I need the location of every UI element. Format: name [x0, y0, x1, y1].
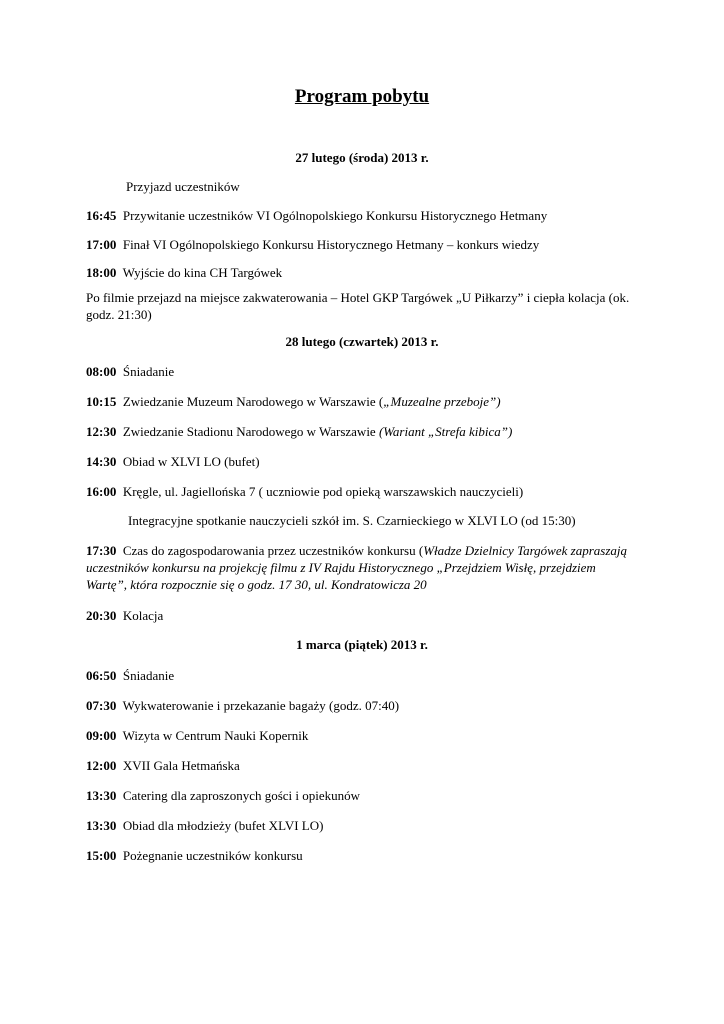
- item-text: Obiad dla młodzieży (bufet XLVI LO): [122, 818, 324, 833]
- item-text: Zwiedzanie Muzeum Narodowego w Warszawie (: [122, 394, 384, 409]
- item-time: 07:30: [86, 698, 117, 713]
- item-text: Wyjście do kina CH Targówek: [122, 265, 283, 280]
- schedule-item: [86, 757, 634, 774]
- arrival-line: Przyjazd uczestników: [126, 179, 240, 194]
- item-text: Catering dla zaproszonych gości i opiekunów: [122, 788, 361, 803]
- item-text: Śniadanie: [122, 364, 175, 379]
- schedule-item: [86, 817, 634, 834]
- item-italic-text: Władze Dzielnicy Targówek zapraszają uczestników konkursu na projekcję filmu z IV Rajdu Historycznego „Przejdziem Wisłę, przejdziem Wartę”, która rozpocznie się o godz. 17 30, ul. Kondratowicza 20: [86, 543, 627, 592]
- item-time: 14:30: [86, 454, 117, 469]
- schedule-item: [86, 667, 634, 684]
- item-text: Kolacja: [122, 608, 164, 623]
- schedule-item: [86, 607, 634, 624]
- item-text: Finał VI Ogólnopolskiego Konkursu Historycznego Hetmany – konkurs wiedzy: [122, 237, 540, 252]
- item-text: Wizyta w Centrum Nauki Kopernik: [122, 728, 309, 743]
- item-time: 13:30: [86, 788, 117, 803]
- schedule-item: [86, 697, 634, 714]
- item-time: 20:30: [86, 608, 117, 623]
- item-text: Śniadanie: [122, 668, 175, 683]
- item-text: Kręgle, ul. Jagiellońska 7 ( uczniowie pod opieką warszawskich nauczycieli): [122, 484, 524, 499]
- schedule-item: [86, 423, 634, 440]
- item-time: 10:15: [86, 394, 117, 409]
- item-time: 16:45: [86, 208, 117, 223]
- item-time: 13:30: [86, 818, 117, 833]
- item-time: 12:00: [86, 758, 117, 773]
- free-time-item: [86, 542, 634, 593]
- schedule-item: [86, 483, 634, 500]
- schedule-item: [86, 787, 634, 804]
- item-time: 08:00: [86, 364, 117, 379]
- item-text: Obiad w XLVI LO (bufet): [122, 454, 260, 469]
- schedule-item: [86, 847, 634, 864]
- item-time: 09:00: [86, 728, 117, 743]
- item-time: 16:00: [86, 484, 117, 499]
- item-text: XVII Gala Hetmańska: [122, 758, 240, 773]
- item-italic-text: „Muzealne przeboje”): [383, 394, 501, 409]
- schedule-item: [86, 207, 634, 224]
- page-title: Program pobytu: [294, 86, 430, 107]
- item-time: 12:30: [86, 424, 117, 439]
- item-italic-text: (Wariant „Strefa kibica”): [378, 424, 513, 439]
- transfer-note: Po filmie przejazd na miejsce zakwaterowania – Hotel GKP Targówek „U Piłkarzy” i ciepła kolacja (ok. godz. 21:30): [86, 290, 630, 322]
- item-time: 15:00: [86, 848, 117, 863]
- schedule-item: [86, 264, 634, 281]
- item-text: Przywitanie uczestników VI Ogólnopolskiego Konkursu Historycznego Hetmany: [122, 208, 548, 223]
- schedule-item: [86, 453, 634, 470]
- item-time: 17:30: [86, 543, 117, 558]
- item-time: 18:00: [86, 265, 117, 280]
- day-3-heading: 1 marca (piątek) 2013 r.: [296, 637, 428, 652]
- item-text: Czas do zagospodarowania przez uczestników konkursu (: [122, 543, 424, 558]
- schedule-item: [86, 727, 634, 744]
- teachers-meeting-note: Integracyjne spotkanie nauczycieli szkół im. S. Czarnieckiego w XLVI LO (od 15:30): [128, 513, 576, 528]
- item-time: 17:00: [86, 237, 117, 252]
- item-time: 06:50: [86, 668, 117, 683]
- item-text: Zwiedzanie Stadionu Narodowego w Warszawie: [122, 424, 379, 439]
- schedule-item: [86, 393, 634, 410]
- day-2-heading: 28 lutego (czwartek) 2013 r.: [285, 334, 439, 349]
- item-text: Wykwaterowanie i przekazanie bagaży (godz. 07:40): [122, 698, 400, 713]
- item-text: Pożegnanie uczestników konkursu: [122, 848, 303, 863]
- schedule-item: [86, 236, 634, 253]
- schedule-item: [86, 363, 634, 380]
- day-1-heading: 27 lutego (środa) 2013 r.: [295, 150, 429, 165]
